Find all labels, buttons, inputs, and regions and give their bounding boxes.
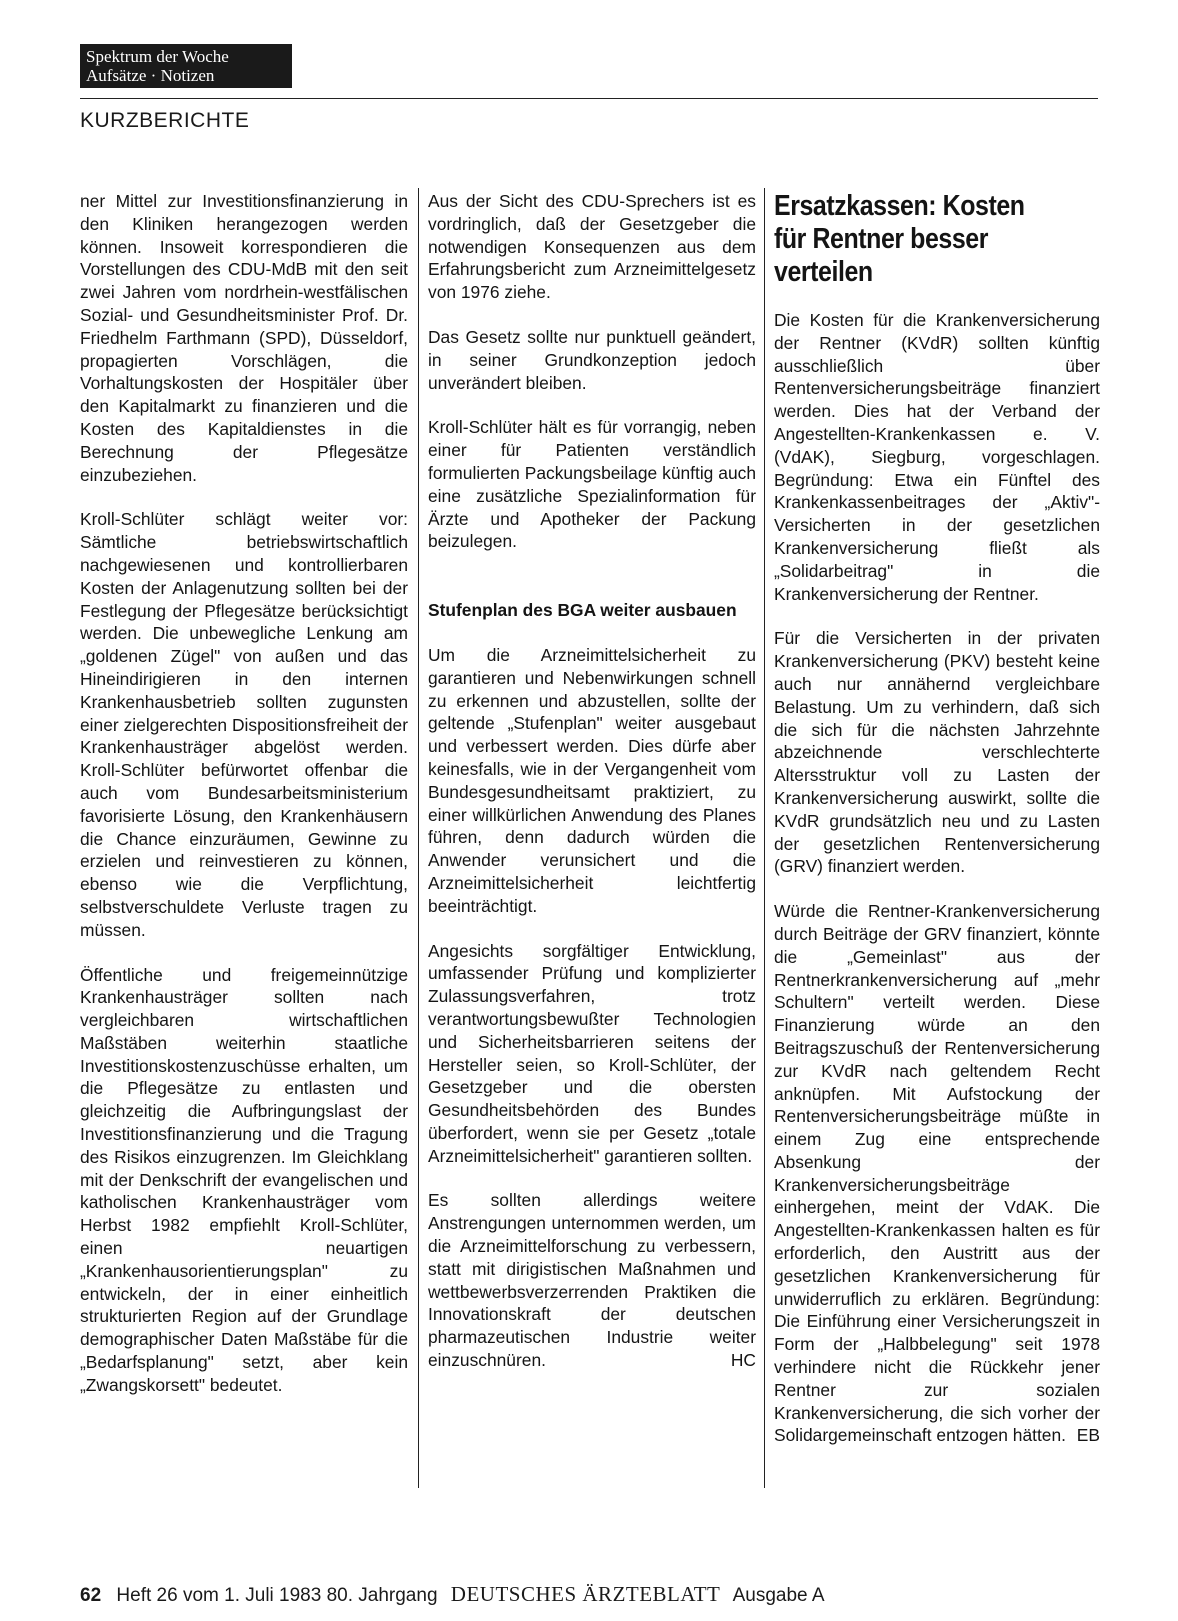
- paragraph: Kroll-Schlüter hält es für vorrangig, neben einer für Patienten verständlich formulierten Packungsbeilage künftig auch eine zusätzliche Spezialinformation für Ärzte und Apotheker der Packung beizulegen.: [428, 417, 756, 552]
- paragraph-text: Würde die Rentner-Krankenversicherung durch Beiträge der GRV finanziert, könnte die „Gemeinlast" aus der Rentnerkrankenversicherung auf „mehr Schultern" verteilt werden. Diese Finanzierung würde an den Beitragszuschuß der Rentenversicherung zur KVdR nach geltendem Recht anknüpfen. Mit Aufstockung der Rentenversicherungsbeiträge müßte in einem Zug eine entsprechende Absenkung der Krankenversicherungsbeiträge einhergehen, meint der VdAK. Die Angestellten-Krankenkassen halten es für erforderlich, den Austritt aus der gesetzlichen Krankenversicherung für unwiderruflich zu erklären. Begründung: Die Einführung einer Versicherungszeit in Form der „Halbbelegung" seit 1978 verhindere nicht die Rückkehr jener Rentner zur sozialen Krankenversicherung, die sich vorher der Solidargemeinschaft entzogen hätten.: [774, 901, 1100, 1446]
- paragraph: Öffentliche und freigemeinnützige Krankenhausträger sollten nach vergleichbaren wirtschaftlichen Maßstäben weiterhin staatliche Investitionskostenzuschüsse erhalten, um die Pflegesätze zu entlasten und gleichzeitig die Aufbringungslast der Investitionsfinanzierung und die Tragung des Risikos einzugrenzen. Im Gleichklang mit der Denkschrift der evangelischen und katholischen Krankenhausträger vom Herbst 1982 empfiehlt Kroll-Schlüter, einen neuartigen „Krankenhausorientierungsplan" zu entwickeln, der in einer einheitlich strukturierten Region auf der Grundlage demographischer Daten Maßstäbe für die „Bedarfsplanung" setzt, aber kein „Zwangskorsett" bedeutet.: [80, 964, 408, 1395]
- page-number: 62: [80, 1585, 102, 1606]
- paragraph: ner Mittel zur Investitionsfinanzierung in den Kliniken herangezogen werden können. Insoweit korrespondieren die Vorstellungen des CDU-MdB mit den seit zwei Jahren vom nordrhein-westfälischen Sozial- und Gesundheitsminister Prof. Dr. Friedhelm Farthmann (SPD), Düsseldorf, propagierten Vorschlägen, die Vorhaltungskosten der Hospitäler über den Kapitalmarkt zu finanzieren und die Kosten des Kapitaldienstes in die Berechnung der Pflegesätze einzubeziehen.: [80, 191, 408, 485]
- paragraph: Angesichts sorgfältiger Entwicklung, umfassender Prüfung und komplizierter Zulassungsverfahren, trotz verantwortungsbewußter Technologien und Sicherheitsbarrieren seitens der Hersteller seien, so Kroll-Schlüter, der Gesetzgeber und die obersten Gesundheitsbehörden des Bundes überfordert, wenn sie per Gesetz „totale Arzneimittelsicherheit" garantieren sollten.: [428, 940, 756, 1166]
- column-divider-2: [764, 188, 765, 1488]
- paragraph: Für die Versicherten in der privaten Krankenversicherung (PKV) besteht keine auch nur annähernd vergleichbare Belastung. Um zu verhindern, daß sich die sich für die nächsten Jahrzehnte abzeichnende verschlechterte Altersstruktur voll zu Lasten der Krankenversicherung auswirkt, sollte die KVdR grundsätzlich neu und zu Lasten der gesetzlichen Rentenversicherung (GRV) finanziert werden.: [774, 628, 1100, 877]
- section-label-line2: Aufsätze · Notizen: [86, 66, 215, 85]
- paragraph: Die Kosten für die Krankenversicherung der Rentner (KVdR) sollten künftig ausschließlich über Rentenversicherungsbeiträge finanziert werden. Dies hat der Verband der Angestellten-Krankenkassen e. V. (VdAK), Siegburg, vorgeschlagen. Begründung: Etwa ein Fünftel des Krankenkassenbeitrages der „Aktiv"-Versicherten in der gesetzlichen Krankenversicherung fließt als „Solidarbeitrag" in die Krankenversicherung der Rentner.: [774, 310, 1100, 604]
- column-1: [80, 190, 408, 1455]
- article-headline: Ersatzkassen: Kosten für Rentner besser verteilen: [774, 190, 1025, 288]
- magazine-name: DEUTSCHES ÄRZTEBLATT: [450, 1582, 721, 1606]
- paragraph: Kroll-Schlüter schlägt weiter vor: Sämtliche betriebswirtschaftlich nachgewiesenen und kontrollierbaren Kosten der Anlagenutzung sollten bei der Festlegung der Pflegesätze berücksichtigt werden. Die unbewegliche Lenkung am „goldenen Zügel" von außen und das Hineindirigieren in den internen Krankenhausbetrieb sollten zugunsten einer zielgerechten Dispositionsfreiheit der Krankenhausträger abgelöst werden. Kroll-Schlüter befürwortet offenbar die auch vom Bundesarbeitsministerium favorisierte Lösung, den Krankenhäusern die Chance einzuräumen, Gewinne zu erzielen und reinvestieren zu können, ebenso wie die Verpflichtung, selbstverschuldete Verluste tragen zu müssen.: [80, 509, 408, 940]
- header-rule: [80, 98, 1098, 99]
- paragraph-last: [428, 1189, 756, 1371]
- rubric-title: KURZBERICHTE: [80, 109, 250, 132]
- paragraph: Das Gesetz sollte nur punktuell geändert, in seiner Grundkonzeption jedoch unverändert bleiben.: [428, 326, 756, 393]
- author-initials: EB: [1076, 1425, 1100, 1446]
- section-label: [80, 44, 292, 88]
- paragraph: Um die Arzneimittelsicherheit zu garantieren und Nebenwirkungen schnell zu erkennen und abzustellen, sollte der geltende „Stufenplan" weiter ausgebaut und verbessert werden. Dies dürfe aber keinesfalls, wie in der Vergangenheit vom Bundesgesundheitsamt praktiziert, zu einer willkürlichen Anwendung des Planes führen, denn dadurch würden die Anwender verunsichert und die Arzneimittelsicherheit leichtfertig beeinträchtigt.: [428, 644, 756, 916]
- page-footer: [80, 1582, 825, 1607]
- paragraph-text: Es sollten allerdings weitere Anstrengungen unternommen werden, um die Arzneimittelforschung zu verbessern, statt mit dirigistischen Maßnahmen und wettbewerbsverzerrenden Praktiken die Innovationskraft der deutschen pharmazeutischen Industrie weiter einzuschnüren.: [428, 1190, 756, 1371]
- subheading: Stufenplan des BGA weiter ausbauen: [428, 600, 737, 621]
- column-3: [774, 190, 1100, 1455]
- column-2: [428, 190, 756, 1455]
- section-label-line1: Spektrum der Woche: [86, 47, 229, 66]
- paragraph: Aus der Sicht des CDU-Sprechers ist es vordringlich, daß der Gesetzgeber die notwendigen Konsequenzen aus dem Erfahrungsbericht zum Arzneimittelgesetz von 1976 ziehe.: [428, 191, 756, 303]
- author-initials: HC: [730, 1350, 756, 1371]
- issue-info: Heft 26 vom 1. Juli 1983 80. Jahrgang: [116, 1585, 438, 1606]
- edition: Ausgabe A: [732, 1585, 825, 1606]
- column-divider-1: [418, 188, 419, 1488]
- paragraph-last: [774, 900, 1100, 1447]
